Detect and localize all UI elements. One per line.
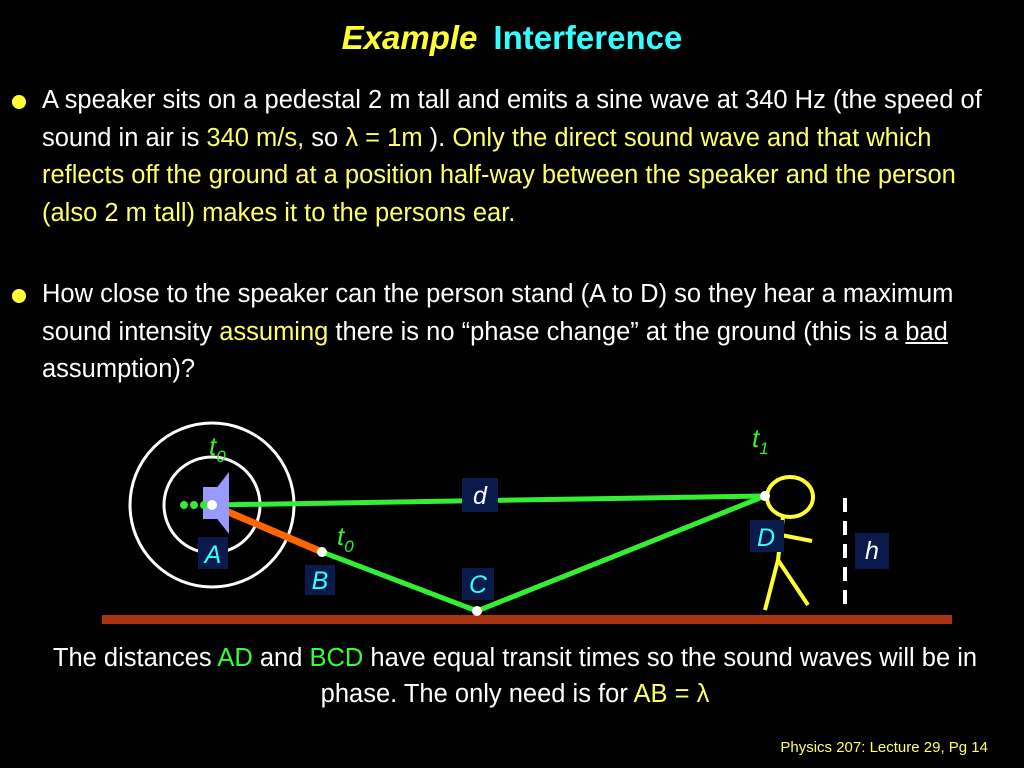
title-prefix: Example [341, 19, 478, 56]
bullet-1-highlight: Only the direct sound wave and that which reflects off the ground at a position half-way between the speaker and the person (also 2 m tall) makes it to the persons ear. [42, 123, 956, 227]
label-t1: $t_1$ [752, 423, 769, 458]
bullet-2-text-a: How close to the speaker can the person stand (A to D) so they hear a maximum sound intensity [42, 280, 954, 346]
bullet-1-text-a: A speaker sits on a pedestal 2 m tall and emits a sine wave at 340 Hz (the speed of sound in air is [42, 86, 982, 152]
ground-line [102, 615, 952, 624]
label-t0-mid: $t_0$ [337, 521, 354, 556]
conclusion-text-b: and [252, 644, 310, 672]
conclusion-ad: AD [217, 644, 253, 672]
point-d-marker [760, 491, 770, 501]
conclusion-text [40, 640, 990, 712]
label-b: B [311, 567, 329, 595]
bullet-1-text-b: so [304, 123, 346, 152]
conclusion-ab: AB = λ [633, 680, 710, 708]
bullet-2-bad: bad [905, 317, 948, 346]
title-main: Interference [493, 19, 683, 56]
label-h: h [865, 537, 879, 565]
slide-footer: Physics 207: Lecture 29, Pg 14 [780, 739, 988, 756]
bullet-1-speed: 340 m/s, [206, 123, 305, 152]
point-a-marker [207, 500, 217, 510]
label-a: A [204, 541, 222, 569]
point-c-marker [472, 606, 482, 616]
bullet-2-assuming: assuming [219, 317, 329, 346]
label-d-point: D [756, 524, 776, 552]
speaker-icon [180, 472, 229, 534]
label-c: C [468, 571, 488, 599]
bullet-2-text-b: there is no “phase change” at the ground (this is a [328, 317, 906, 346]
point-b-marker [317, 547, 327, 557]
bullet-1-text-c: ). [422, 123, 446, 152]
label-t0-top: $t_0$ [209, 431, 226, 466]
bullet-2-text-c: assumption)? [42, 355, 196, 383]
reflected-path-bc [322, 552, 477, 611]
conclusion-text-c: have equal transit times so the sound waves will be in phase. The only need is for [320, 644, 978, 708]
reflected-path-cd [477, 496, 765, 611]
conclusion-bcd: BCD [309, 644, 364, 672]
label-d-distance: d [473, 482, 487, 510]
bullet-1-lambda: λ = 1m [345, 123, 423, 152]
conclusion-text-a: The distances [52, 644, 218, 672]
